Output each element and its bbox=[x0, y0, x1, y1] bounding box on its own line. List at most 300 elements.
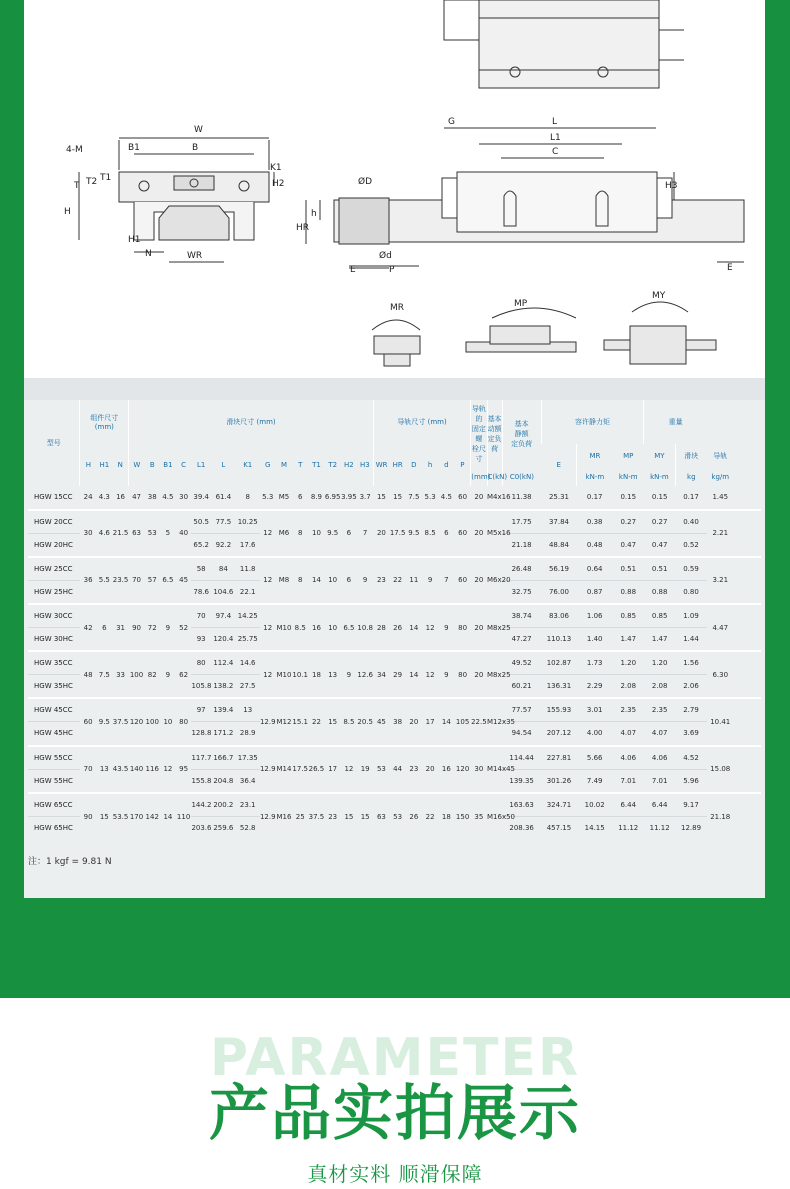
table-cell: 155.93 bbox=[541, 698, 577, 722]
table-cell: M4x16 bbox=[487, 493, 511, 502]
table-cell: 9 bbox=[427, 576, 433, 585]
table-cell: 20 bbox=[474, 529, 484, 538]
table-cell: 18 bbox=[311, 670, 321, 679]
th-B1: B1 bbox=[163, 461, 173, 469]
table-cell: 110.13 bbox=[546, 635, 572, 644]
table-cell: 8 bbox=[297, 529, 303, 538]
table-cell: 36 bbox=[83, 576, 93, 585]
table-cell: 7.01 bbox=[620, 776, 637, 785]
table-cell: 21.18 bbox=[710, 812, 731, 821]
table-cell: 12.6 bbox=[357, 670, 373, 679]
table-cell: 15 bbox=[376, 493, 386, 502]
table-cell: 12 bbox=[263, 670, 273, 679]
table-cell: 17.35 bbox=[236, 746, 260, 770]
table-cell: 60 bbox=[458, 576, 468, 585]
table-cell: 12 bbox=[263, 576, 273, 585]
table-cell: M14 bbox=[276, 765, 292, 774]
table-cell: 8.5 bbox=[294, 623, 306, 632]
table-cell: 20 bbox=[409, 717, 419, 726]
table-cell: 6 bbox=[346, 529, 352, 538]
dim-E-left: E bbox=[350, 265, 356, 275]
table-cell: 37.84 bbox=[541, 510, 577, 534]
table-row bbox=[28, 698, 761, 722]
dim-N: N bbox=[145, 249, 152, 259]
table-cell: M5x16 bbox=[487, 529, 511, 538]
table-cell: 0.85 bbox=[644, 604, 675, 628]
table-cell: HGW 65CC bbox=[28, 793, 80, 817]
table-cell: 4.47 bbox=[712, 623, 729, 632]
table-row bbox=[28, 486, 761, 510]
table-cell: 11.38 bbox=[511, 493, 532, 502]
table-cell: 20 bbox=[376, 529, 386, 538]
table-cell: 5.3 bbox=[262, 493, 274, 502]
table-cell: 1.47 bbox=[620, 635, 637, 644]
dim-E-right: E bbox=[727, 263, 733, 273]
table-cell: 105.8 bbox=[191, 682, 212, 691]
th-bolt-unit: (mm) bbox=[471, 468, 487, 486]
table-cell: 6.44 bbox=[613, 793, 644, 817]
table-cell: 22 bbox=[393, 576, 403, 585]
table-row bbox=[28, 557, 761, 581]
table-cell: 142 bbox=[145, 812, 159, 821]
th-static: 基本 静额 定负荷 bbox=[502, 400, 541, 468]
table-cell: 19 bbox=[360, 765, 370, 774]
table-cell: M8x25 bbox=[487, 670, 511, 679]
table-cell: 23.1 bbox=[236, 793, 260, 817]
th-L: L bbox=[221, 461, 226, 469]
spec-card bbox=[24, 0, 765, 898]
dim-B1: B1 bbox=[128, 143, 140, 153]
th-C: C bbox=[181, 461, 187, 469]
table-cell: 1.06 bbox=[577, 604, 613, 628]
table-cell: 16 bbox=[116, 493, 126, 502]
table-cell: 43.5 bbox=[112, 765, 129, 774]
table-cell: 14.25 bbox=[236, 604, 260, 628]
table-cell: HGW 35HC bbox=[34, 682, 73, 691]
table-cell: 5.96 bbox=[683, 776, 699, 785]
table-cell: 4.5 bbox=[440, 493, 452, 502]
table-cell: 35 bbox=[474, 812, 484, 821]
table-cell: 45 bbox=[179, 576, 189, 585]
table-cell: 3.01 bbox=[577, 698, 613, 722]
table-cell: 0.40 bbox=[675, 510, 706, 534]
table-cell: 0.48 bbox=[586, 540, 603, 549]
table-cell: 48 bbox=[83, 670, 93, 679]
table-cell: 2.06 bbox=[683, 682, 699, 691]
table-cell: 30 bbox=[83, 529, 93, 538]
table-cell: HGW 65HC bbox=[34, 824, 73, 833]
table-cell: 116 bbox=[145, 765, 159, 774]
table-cell: 38 bbox=[393, 717, 403, 726]
table-cell: 20 bbox=[474, 670, 484, 679]
table-cell: 47 bbox=[132, 493, 141, 502]
table-cell: 0.47 bbox=[651, 540, 668, 549]
table-cell: 53 bbox=[376, 765, 386, 774]
table-cell: 0.38 bbox=[577, 510, 613, 534]
table-cell: 7.5 bbox=[98, 670, 110, 679]
table-cell: 11 bbox=[409, 576, 419, 585]
table-cell: 37.5 bbox=[308, 812, 325, 821]
table-cell: 139.4 bbox=[211, 698, 236, 722]
table-cell: 37.5 bbox=[112, 717, 129, 726]
spec-table bbox=[28, 400, 761, 840]
th-MR-unit: kN-m bbox=[577, 468, 613, 486]
table-cell: 6.5 bbox=[162, 576, 174, 585]
table-cell: 57 bbox=[147, 576, 157, 585]
table-cell: 9 bbox=[165, 623, 171, 632]
table-cell: 9 bbox=[444, 670, 449, 679]
table-cell: 10.41 bbox=[710, 717, 731, 726]
table-cell: 12.89 bbox=[681, 824, 702, 833]
th-M: M bbox=[280, 461, 287, 469]
table-cell: HGW 25HC bbox=[34, 587, 73, 596]
table-cell: 25.31 bbox=[548, 493, 569, 502]
table-cell: 144.2 bbox=[191, 793, 210, 817]
table-cell: 102.87 bbox=[541, 651, 577, 675]
spec-table-body bbox=[28, 486, 761, 840]
table-cell: 6 bbox=[444, 529, 449, 538]
unit-note: 注：1 kgf = 9.81 N bbox=[28, 857, 112, 867]
table-cell: 120 bbox=[455, 765, 470, 774]
table-cell: 47.27 bbox=[511, 635, 532, 644]
table-cell: 17.6 bbox=[239, 540, 256, 549]
table-cell: 25 bbox=[295, 812, 305, 821]
table-cell: 0.88 bbox=[651, 587, 668, 596]
section-title: 产品实拍展示 bbox=[209, 1079, 581, 1149]
table-cell: 155.8 bbox=[191, 776, 212, 785]
table-cell: 34 bbox=[376, 670, 386, 679]
table-cell: 8.9 bbox=[310, 493, 323, 502]
table-cell: 120 bbox=[129, 717, 144, 726]
th-kgm-unit: kg/m bbox=[711, 473, 730, 481]
th-block-weight: 滑块 bbox=[675, 444, 706, 468]
th-T1: T1 bbox=[312, 461, 321, 469]
table-cell: 22.5 bbox=[471, 717, 487, 726]
table-cell: 22 bbox=[311, 717, 321, 726]
table-cell: M12 bbox=[276, 717, 292, 726]
th-weight: 重量 bbox=[644, 400, 707, 444]
table-cell: 4.07 bbox=[651, 729, 668, 738]
table-cell: 114.44 bbox=[502, 746, 541, 770]
table-cell: 112.4 bbox=[211, 651, 236, 675]
table-cell: 204.8 bbox=[213, 776, 234, 785]
table-cell: 38 bbox=[147, 493, 157, 502]
table-cell: 7.5 bbox=[408, 493, 420, 502]
table-cell: 1.20 bbox=[644, 651, 675, 675]
watermark-text: PARAMETER bbox=[209, 1028, 581, 1088]
table-cell: 2.35 bbox=[644, 698, 675, 722]
table-cell: 49.52 bbox=[502, 651, 541, 675]
table-row bbox=[28, 651, 761, 675]
table-cell: 0.59 bbox=[675, 557, 706, 581]
dim-W: W bbox=[194, 125, 203, 135]
table-cell: 90 bbox=[132, 623, 141, 632]
table-cell: 20 bbox=[474, 623, 484, 632]
table-cell: HGW 35CC bbox=[28, 651, 80, 675]
table-cell: 65.2 bbox=[193, 540, 209, 549]
table-cell: 0.27 bbox=[644, 510, 675, 534]
table-cell: M16x50 bbox=[487, 812, 515, 821]
dim-T1: T1 bbox=[100, 173, 112, 183]
table-cell: 70 bbox=[132, 576, 141, 585]
th-K1: K1 bbox=[243, 461, 253, 469]
table-cell: 10 bbox=[163, 717, 173, 726]
table-cell: 10 bbox=[311, 529, 321, 538]
table-cell: 6.44 bbox=[644, 793, 675, 817]
table-cell: 50.5 bbox=[191, 510, 210, 534]
table-cell: 5.3 bbox=[424, 493, 436, 502]
table-cell: 30 bbox=[179, 493, 189, 502]
table-cell: 12 bbox=[263, 623, 273, 632]
table-cell: 80 bbox=[458, 623, 468, 632]
table-cell: 1.56 bbox=[675, 651, 706, 675]
th-MY: MY bbox=[654, 452, 665, 460]
table-cell: 9 bbox=[444, 623, 449, 632]
table-cell: 2.35 bbox=[613, 698, 644, 722]
dim-T2: T2 bbox=[86, 177, 98, 187]
dim-d: Ød bbox=[379, 251, 392, 261]
table-cell: 40 bbox=[179, 529, 189, 538]
table-cell: 17.5 bbox=[292, 765, 308, 774]
table-cell: 6.95 bbox=[324, 493, 341, 502]
table-cell: 15 bbox=[99, 812, 109, 821]
table-cell: 12 bbox=[425, 623, 435, 632]
table-cell: 7.01 bbox=[651, 776, 668, 785]
table-cell: 203.6 bbox=[191, 824, 212, 833]
table-cell: 0.52 bbox=[683, 540, 699, 549]
table-cell: 10.1 bbox=[292, 670, 308, 679]
table-cell: 93 bbox=[196, 635, 206, 644]
table-cell: HGW 20HC bbox=[34, 540, 73, 549]
th-d: d bbox=[444, 461, 449, 469]
table-cell: 208.36 bbox=[509, 824, 534, 833]
table-cell: 259.6 bbox=[213, 824, 234, 833]
table-cell: M14x45 bbox=[487, 765, 515, 774]
table-cell: 200.2 bbox=[211, 793, 236, 817]
table-cell: 12 bbox=[163, 765, 173, 774]
table-cell: 163.63 bbox=[502, 793, 541, 817]
table-cell: 15.1 bbox=[292, 717, 308, 726]
th-MP-unit: kN-m bbox=[618, 473, 638, 481]
th-bolt: 导轨的 固定螺 栓尺寸 bbox=[471, 400, 487, 468]
table-cell: 60 bbox=[458, 529, 468, 538]
table-cell: HGW 30HC bbox=[34, 635, 73, 644]
table-cell: 8 bbox=[245, 493, 250, 502]
table-cell: M6x20 bbox=[487, 576, 511, 585]
table-cell: 0.17 bbox=[586, 493, 603, 502]
table-cell: 4.06 bbox=[613, 746, 644, 770]
dim-C: C bbox=[552, 147, 559, 157]
footer-section bbox=[0, 998, 790, 1189]
table-cell: 6 bbox=[297, 493, 303, 502]
dim-WR: WR bbox=[187, 251, 203, 261]
table-cell: 227.81 bbox=[541, 746, 577, 770]
table-cell: 14.15 bbox=[584, 824, 605, 833]
th-assembly: 组件尺寸 (mm) bbox=[80, 400, 129, 444]
table-cell: 97.4 bbox=[211, 604, 236, 628]
table-row bbox=[28, 510, 761, 534]
table-cell: 15 bbox=[360, 812, 370, 821]
table-cell: 26.48 bbox=[502, 557, 541, 581]
table-cell: 3.7 bbox=[359, 493, 371, 502]
table-cell: 9.5 bbox=[327, 529, 339, 538]
th-N: N bbox=[117, 461, 123, 469]
th-B: B bbox=[149, 461, 155, 469]
table-cell: 82 bbox=[147, 670, 157, 679]
table-cell: 110 bbox=[176, 812, 191, 821]
table-cell: 31 bbox=[116, 623, 126, 632]
table-cell: M10 bbox=[276, 670, 292, 679]
th-D: D bbox=[411, 461, 417, 469]
table-cell: 12 bbox=[344, 765, 354, 774]
table-cell: 97 bbox=[191, 698, 210, 722]
table-cell: 32.75 bbox=[511, 587, 532, 596]
table-cell: 17 bbox=[425, 717, 435, 726]
table-cell: 9 bbox=[346, 670, 352, 679]
th-H3: H3 bbox=[360, 461, 370, 469]
table-cell: 70 bbox=[83, 765, 93, 774]
th-G: G bbox=[265, 461, 271, 469]
table-cell: 16 bbox=[311, 623, 321, 632]
table-cell: 0.64 bbox=[577, 557, 613, 581]
table-cell: 8 bbox=[297, 576, 303, 585]
moment-mr-icon bbox=[372, 320, 420, 366]
table-cell: 100 bbox=[129, 670, 144, 679]
table-row bbox=[28, 793, 761, 817]
table-cell: 0.17 bbox=[683, 493, 699, 502]
table-cell: 5.5 bbox=[98, 576, 110, 585]
table-cell: 23 bbox=[328, 812, 338, 821]
th-WR: WR bbox=[373, 444, 389, 486]
table-cell: 22 bbox=[425, 812, 435, 821]
table-row bbox=[28, 746, 761, 770]
table-cell: 52.8 bbox=[239, 824, 256, 833]
table-cell: 3.69 bbox=[683, 729, 699, 738]
table-cell: 9.17 bbox=[675, 793, 706, 817]
table-cell: 21.18 bbox=[511, 540, 532, 549]
th-L1: L1 bbox=[197, 461, 206, 469]
table-cell: 80 bbox=[191, 651, 210, 675]
table-cell: 1.47 bbox=[651, 635, 668, 644]
table-cell: 15 bbox=[344, 812, 354, 821]
table-cell: 94.54 bbox=[511, 729, 532, 738]
table-cell: 26.5 bbox=[308, 765, 325, 774]
table-cell: 1.09 bbox=[675, 604, 706, 628]
table-cell: M5 bbox=[278, 493, 290, 502]
th-dynamic: 基本 动额 定负荷 bbox=[487, 400, 502, 468]
table-cell: HGW 45CC bbox=[28, 698, 80, 722]
th-H1: H1 bbox=[99, 461, 110, 469]
table-cell: 0.51 bbox=[644, 557, 675, 581]
table-cell: M8 bbox=[278, 576, 290, 585]
table-cell: 1.45 bbox=[712, 493, 729, 502]
table-cell: HGW 45HC bbox=[34, 729, 73, 738]
table-cell: 0.47 bbox=[620, 540, 637, 549]
th-moment: 容许静力矩 bbox=[541, 400, 644, 444]
table-cell: 2.79 bbox=[675, 698, 706, 722]
table-cell: 10.25 bbox=[236, 510, 260, 534]
dim-B: B bbox=[192, 143, 199, 153]
table-cell: 26 bbox=[409, 812, 419, 821]
th-h: h bbox=[427, 461, 433, 469]
table-cell: 20.5 bbox=[357, 717, 373, 726]
table-cell: 324.71 bbox=[541, 793, 577, 817]
table-cell: 2.21 bbox=[712, 529, 729, 538]
table-cell: 4.6 bbox=[98, 529, 110, 538]
table-cell: 0.85 bbox=[613, 604, 644, 628]
table-cell: 61.4 bbox=[215, 493, 232, 502]
table-cell: 14 bbox=[409, 670, 419, 679]
th-H2: H2 bbox=[344, 461, 354, 469]
table-cell: HGW 15CC bbox=[34, 493, 73, 502]
table-cell: 78.6 bbox=[193, 587, 209, 596]
th-rail: 导轨尺寸 (mm) bbox=[373, 400, 470, 444]
table-cell: 60 bbox=[458, 493, 468, 502]
table-cell: 10.02 bbox=[577, 793, 613, 817]
table-cell: 170 bbox=[129, 812, 144, 821]
table-cell: 13 bbox=[236, 698, 260, 722]
th-P: P bbox=[460, 461, 465, 469]
table-cell: 5.66 bbox=[577, 746, 613, 770]
table-cell: 27.5 bbox=[239, 682, 256, 691]
table-cell: 0.51 bbox=[613, 557, 644, 581]
th-H: H bbox=[80, 444, 96, 486]
table-cell: 14 bbox=[441, 717, 451, 726]
table-cell: 77.57 bbox=[502, 698, 541, 722]
dim-K1: K1 bbox=[270, 163, 282, 173]
table-cell: 30 bbox=[474, 765, 484, 774]
table-cell: 12.9 bbox=[259, 765, 276, 774]
table-cell: 17.5 bbox=[389, 529, 406, 538]
table-cell: 0.87 bbox=[586, 587, 603, 596]
table-cell: 63 bbox=[376, 812, 386, 821]
table-cell: 14.6 bbox=[236, 651, 260, 675]
th-kg-unit: kg bbox=[675, 468, 706, 486]
table-cell: 23.5 bbox=[112, 576, 129, 585]
table-cell: 0.15 bbox=[620, 493, 637, 502]
table-cell: 117.7 bbox=[191, 746, 210, 770]
dim-H1: H1 bbox=[128, 235, 141, 245]
table-cell: 33 bbox=[116, 670, 126, 679]
table-cell: 2.08 bbox=[620, 682, 637, 691]
table-cell: HGW 30CC bbox=[28, 604, 80, 628]
table-cell: 12.9 bbox=[259, 717, 276, 726]
table-cell: 207.12 bbox=[546, 729, 572, 738]
table-cell: 138.2 bbox=[213, 682, 234, 691]
table-cell: 11.8 bbox=[236, 557, 260, 581]
table-cell: M12x35 bbox=[487, 717, 515, 726]
table-cell: 60 bbox=[83, 717, 93, 726]
table-cell: 150 bbox=[455, 812, 470, 821]
th-MP: MP bbox=[623, 452, 634, 460]
table-cell: 21.5 bbox=[112, 529, 129, 538]
dim-G: G bbox=[448, 117, 455, 127]
section-subtitle: 真材实料 顺滑保障 bbox=[307, 1162, 483, 1186]
dim-D: ØD bbox=[358, 177, 373, 187]
table-cell: 77.5 bbox=[211, 510, 236, 534]
table-cell: 136.31 bbox=[546, 682, 572, 691]
th-W: W bbox=[129, 444, 145, 486]
table-cell: 62 bbox=[179, 670, 189, 679]
table-cell: 13 bbox=[99, 765, 109, 774]
table-cell: 44 bbox=[393, 765, 403, 774]
table-cell: 15 bbox=[328, 717, 338, 726]
table-cell: 58 bbox=[191, 557, 210, 581]
dim-h: h bbox=[311, 209, 317, 219]
table-cell: 2.08 bbox=[651, 682, 668, 691]
th-T: T bbox=[298, 461, 303, 469]
table-cell: 9 bbox=[165, 670, 171, 679]
